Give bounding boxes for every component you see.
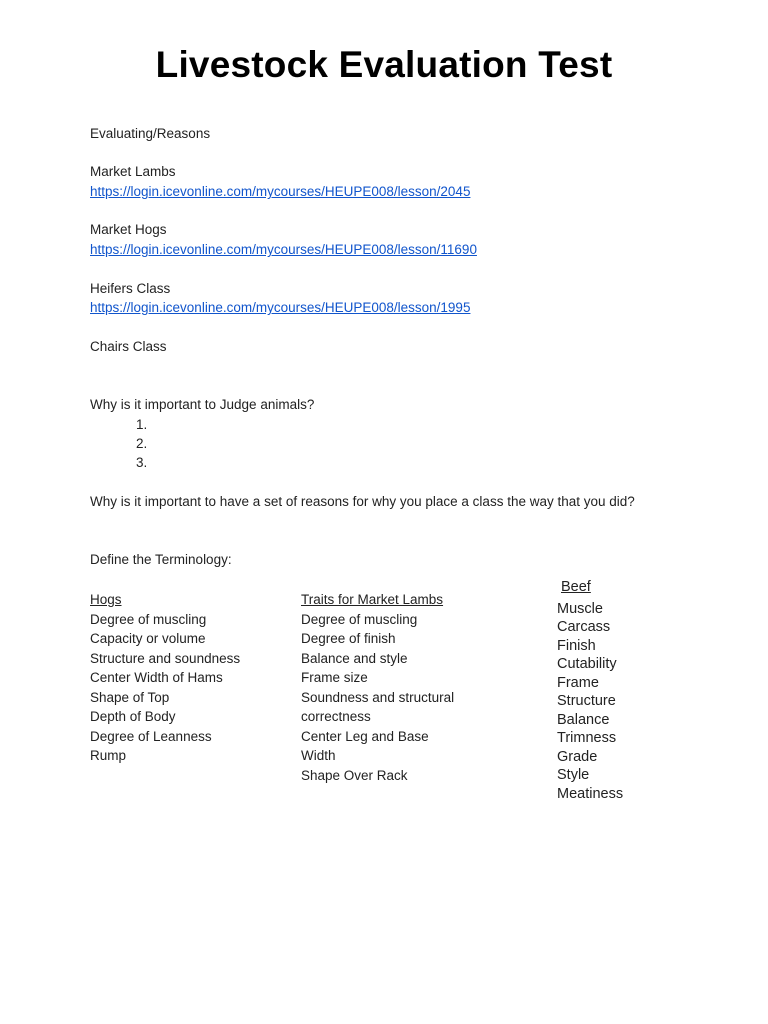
lambs-term: Degree of finish <box>301 631 396 646</box>
lambs-term: correctness <box>301 709 371 724</box>
hogs-term: Degree of muscling <box>90 611 207 627</box>
hogs-term: Capacity or volume <box>90 631 206 646</box>
lambs-term: Frame size <box>301 670 368 685</box>
link-market-hogs[interactable]: https://login.icevonline.com/mycourses/HEUPE008/lesson/11690 <box>90 242 477 257</box>
question-reasons: Why is it important to have a set of reasons for why you place a class the way that you did? <box>90 494 635 509</box>
hogs-term: Degree of Leanness <box>90 728 212 744</box>
hogs-term: Structure and soundness <box>90 650 241 666</box>
page-title: Livestock Evaluation Test <box>155 44 613 85</box>
beef-term: Finish <box>557 637 596 654</box>
define-terminology: Define the Terminology: <box>90 552 232 567</box>
lambs-term: Degree of muscling <box>301 611 418 627</box>
beef-column <box>557 578 623 803</box>
lambs-term: Shape Over Rack <box>301 767 408 783</box>
lambs-header: Traits for Market Lambs <box>301 592 444 607</box>
beef-term: Frame <box>557 674 599 691</box>
beef-term: Balance <box>557 711 610 728</box>
list-number-2: 2. <box>136 436 148 451</box>
hogs-header: Hogs <box>90 592 122 607</box>
lambs-term: Soundness and structural <box>301 689 455 705</box>
class-name-heifers: Heifers Class <box>90 281 171 296</box>
list-number-3: 3. <box>136 455 148 470</box>
hogs-term: Depth of Body <box>90 709 176 724</box>
class-name-market-lambs: Market Lambs <box>90 164 176 179</box>
link-heifers[interactable]: https://login.icevonline.com/mycourses/HEUPE008/lesson/1995 <box>90 300 471 315</box>
subtitle: Evaluating/Reasons <box>90 126 211 141</box>
lambs-term: Width <box>301 748 336 763</box>
beef-term: Grade <box>557 748 598 765</box>
hogs-term: Rump <box>90 748 127 763</box>
hogs-term: Center Width of Hams <box>90 670 223 685</box>
beef-term: Carcass <box>557 619 611 635</box>
beef-term: Meatiness <box>557 785 624 802</box>
beef-term: Cutability <box>557 656 617 672</box>
beef-term: Style <box>557 767 590 783</box>
link-market-lambs[interactable]: https://login.icevonline.com/mycourses/HEUPE008/lesson/2045 <box>90 184 471 199</box>
beef-term: Muscle <box>557 600 603 617</box>
lambs-term: Center Leg and Base <box>301 728 429 744</box>
hogs-column <box>90 590 240 766</box>
question-judge-animals: Why is it important to Judge animals? <box>90 397 315 412</box>
lambs-term: Balance and style <box>301 650 408 666</box>
class-name-market-hogs: Market Hogs <box>90 222 167 237</box>
beef-term: Trimness <box>557 730 617 746</box>
beef-term: Structure <box>557 693 616 709</box>
beef-header: Beef <box>561 579 591 595</box>
list-number-1: 1. <box>136 417 148 432</box>
lambs-column <box>301 590 454 785</box>
class-name-chairs: Chairs Class <box>90 339 167 354</box>
hogs-term: Shape of Top <box>90 689 170 705</box>
